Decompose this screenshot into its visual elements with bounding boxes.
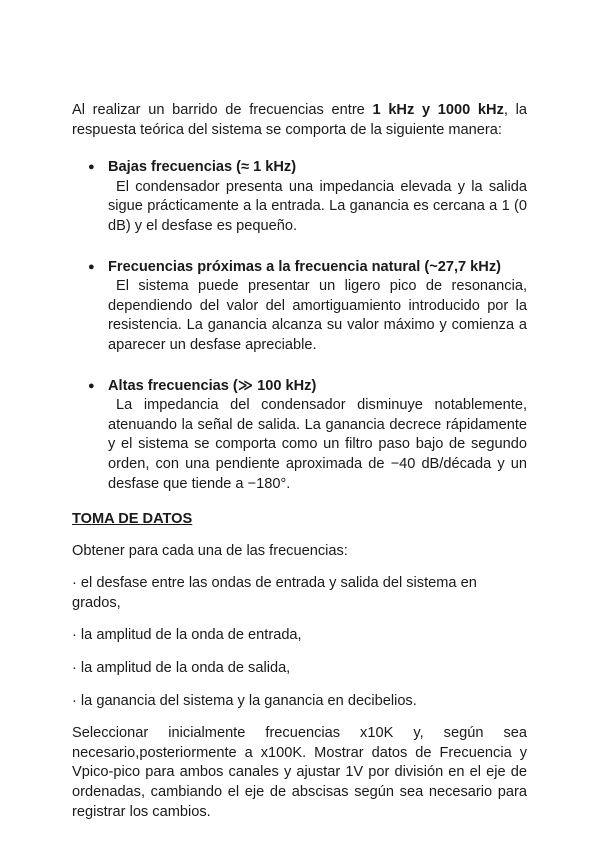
bullet-natural-frequency: [72, 258, 527, 356]
bullet-body: El condensador presenta una impedancia elevada y la salida sigue prácticamente a la entrada. La ganancia es cercana a 1 (0 dB) y el desfase es pequeño.: [108, 178, 527, 234]
intro-text-start: Al realizar un barrido de frecuencias entre: [72, 102, 373, 118]
section-heading: TOMA DE DATOS: [72, 511, 193, 528]
bullet-marker: ●: [88, 260, 95, 273]
intro-text-end: , la respuesta teórica del sistema se comporta de la siguiente manera:: [72, 102, 528, 138]
bullet-marker: ●: [88, 161, 95, 174]
closing-paragraph: Seleccionar inicialmente frecuencias x10K y, según sea necesario,posteriormente a x100K. Mostrar datos de Frecuencia y Vpico-pico para ambos canales y ajustar 1V por división en el eje de ordenadas, cambiando el eje de abscisas según sea necesario para registrar los cambios.: [72, 725, 527, 820]
bullet-high-frequencies: [72, 377, 527, 495]
bullet-low-frequencies: [72, 158, 527, 236]
intro-paragraph: [72, 101, 527, 140]
document-page: [72, 101, 527, 822]
section-lead: Obtener para cada una de las frecuencias:: [72, 542, 348, 559]
bullet-title: Bajas frecuencias (≈ 1 kHz): [108, 159, 297, 176]
data-item: · la amplitud de la onda de salida,: [72, 660, 291, 677]
bullet-title: Frecuencias próximas a la frecuencia natural (~27,7 kHz): [108, 258, 501, 275]
data-item: · el desfase entre las ondas de entrada y salida del sistema en grados,: [72, 575, 477, 611]
frequency-range: 1 kHz y 1000 kHz: [372, 102, 504, 118]
data-item: · la ganancia del sistema y la ganancia en decibelios.: [72, 692, 417, 709]
bullet-body: La impedancia del condensador disminuye notablemente, atenuando la señal de salida. La ganancia decrece rápidamente y el sistema se comporta como un filtro paso bajo de segundo orden, con una pendiente aproximada de −40 dB/década y un desfase que tiende a −180°.: [108, 397, 527, 492]
data-item: · la amplitud de la onda de entrada,: [72, 627, 302, 644]
bullet-marker: ●: [88, 379, 95, 392]
bullet-body: El sistema puede presentar un ligero pico de resonancia, dependiendo del valor del amortiguamiento introducido por la resistencia. La ganancia alcanza su valor máximo y comienza a aparecer un desfase apreciable.: [108, 278, 527, 353]
bullet-title: Altas frecuencias (≫ 100 kHz): [108, 377, 317, 394]
